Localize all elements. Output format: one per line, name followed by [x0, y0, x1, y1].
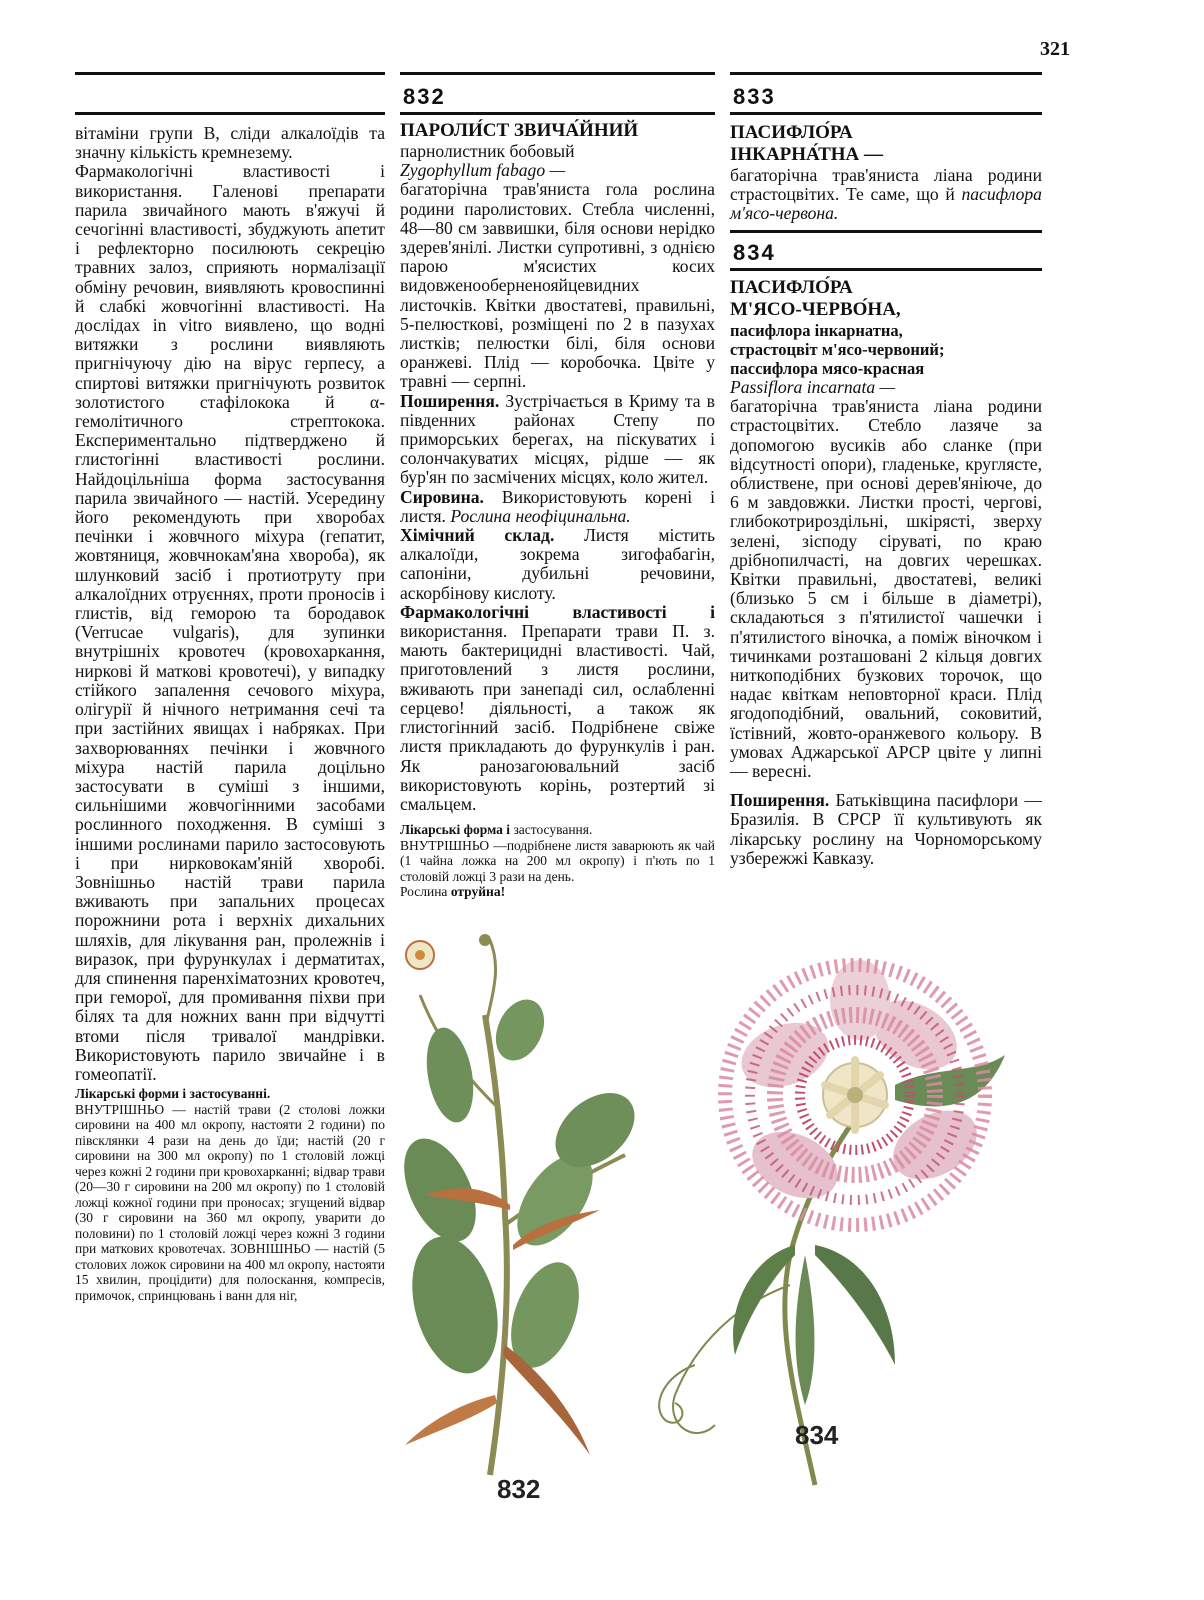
chem-text-832: Листя містить алкалоїди, зокрема зигофабагін, сапоніни, дубильні речовини, аскорбінову кислоту. [400, 525, 715, 603]
figure-label-834: 834 [795, 1420, 839, 1450]
col1-forms-title: Лікарські форми і застосуванні. [75, 1086, 271, 1102]
figure-label-832: 832 [497, 1474, 541, 1504]
column-3-833 [730, 122, 1042, 224]
title-833-line2: ІНКАРНА́ТНА — [730, 144, 884, 165]
poison-832 [400, 884, 715, 900]
column-3-834 [730, 277, 1042, 868]
raw-832 [400, 488, 715, 526]
desc-833-text: багаторічна трав'яниста ліана родини страстоцвітих. Те саме, що й [730, 165, 1042, 205]
plant-illustration [395, 925, 1055, 1525]
title-833-line1: ПАСИФЛО́РА [730, 122, 853, 143]
rule-col1-under [75, 112, 385, 115]
spread-label-832: Поширення. [400, 390, 500, 411]
rule-col3-top [730, 72, 1042, 75]
spread-text-832: Зустрічається в Криму та в південних районах Степу по приморських берегах, на піскуватих і солончакуватих місцях, рідше — як бур'ян по засмічених місцях, коло жител. [400, 390, 715, 488]
spread-834 [730, 791, 1042, 868]
forms-label-832: Лікарські форма і [400, 822, 511, 838]
poison-pre-832: Рослина [400, 884, 448, 900]
latin-832: Zygophyllum fabago — [400, 160, 566, 181]
latin-834: Passiflora incarnata — [730, 377, 896, 397]
col1-forms [75, 1086, 385, 1303]
col1-paragraph-2: Фармакологічні властивості і використання. Галенові препарати парила звичайного мають в'яжучі й сечогінні властивості, збуджують апетит і рефлекторно посилюють секрецію травних залоз, сприяють нормалізації обміну речовин, виявляють кровоспинні й слабкі жовчогінні властивості. На дослідах in vitro виявлено, що водні витяжки з рослини виявляють пригнічуючу дію на вірус герпесу, а спиртові витяжки пригнічують розвиток золотистого стафілокока й α-гемолітичного стрептокока. Експериментально підтверджено й глистогінні властивості рослини. Найдоцільніша форма застосування парила звичайного — настій. Усередину його рекомендують при хворобах печінки і жовчного міхура (гепатит, жовтяниця, жовчнокам'яна хвороба), як шлунковий засіб і протиотруту при алкалоїдних отруєннях, проти проносів і глистів, від геморою та бородавок (Verrucae vulgaris), для зупинки внутрішніх кровотеч (кровохаркання, ниркові й маткові кровотечі), у випадку стійкого запалення сечового міхура, олігурії й нічного нетримання сечі та при застійних явищах і набряках. При захворюваннях печінки і жовчного міхура настій парила доцільно застосувати в суміші з іншими, сильнішими жовчогінними засобами рослинного походження. В суміші з іншими рослинами парило застосовують і при нирковокам'яній хворобі. Зовнішньо настій трави парила вживають при запальних процесах порожнини рота і верхніх дихальних шляхів, для лікування ран, пролежнів і виразок, при фурункулах і дерматитах, для спинення паренхіматозних кровотеч, при геморої, для промивання піхви при білях та для ножних ванн при відчутті втоми після тривалої мандрівки. Використовують парило звичайне і в гомеопатії. [75, 161, 385, 1084]
pharm-text-832: використання. Препарати трави П. з. мають бактерицидні властивості. Чай, приготовлений з листя рослини, вживають при занепаді сил, ослабленні серцево! діяльності, а також як глистогінний засіб. Подрібнене свіже листя прикладають до фурункулів і ран. Як ранозагоювальний засіб використовують корінь, розтертий зі смальцем. [400, 621, 715, 814]
zygophyllum-drawing [395, 934, 649, 1475]
raw-text-832: Використовують корені і листя. [400, 486, 715, 526]
desc-832: багаторічна трав'яниста гола рослина родини паролистових. Стебла численні, 48—80 см заввишки, біля основи нерідко здерев'янілі. Листки супротивні, з однією парою м'ясистих косих видовженооберненояйцевидних листочків. Квітки двостатеві, правильні, 5-пелюсткові, розміщені по 2 в пазухах листків; пелюстки білі, біля основи оранжеві. Плід — коробочка. Цвіте у травні — серпні. [400, 179, 715, 392]
title-834-line2: М'ЯСО-ЧЕРВО́НА, [730, 299, 901, 320]
synonym-832: парнолистник бобовый [400, 141, 575, 161]
rule-833-under [730, 112, 1042, 115]
synonym-834-3: пассифлора мясо-красная [730, 359, 925, 378]
pharm-832 [400, 603, 715, 814]
section-number-832: 832 [403, 84, 446, 109]
column-2 [400, 120, 715, 900]
forms-832 [400, 822, 715, 900]
synonym-834-1: пасифлора інкарнатна, [730, 321, 903, 340]
rule-832-under [400, 112, 715, 115]
section-number-833: 833 [733, 84, 776, 109]
spread-text-834: Батьківщина пасифлори — Бразилія. В СРСР її культивують як лікарську рослину на Чорноморському узбережжі Кавказу. [730, 790, 1042, 868]
chem-832 [400, 526, 715, 603]
section-number-834: 834 [733, 240, 776, 265]
raw-label-832: Сировина. [400, 486, 484, 507]
page-number: 321 [1040, 38, 1070, 60]
synonym-834-2: страстоцвіт м'ясо-червоний; [730, 340, 945, 359]
title-832: ПАРОЛИ́СТ ЗВИЧА́ЙНИЙ [400, 120, 639, 141]
column-1 [75, 124, 385, 1303]
forms-text-832: ВНУТРІШНЬО —подрібнене листя заварюють як чай (1 чайна ложка на 200 мл окропу) і п'ють по 1 столовій ложці 3 рази на день. [400, 837, 715, 884]
col1-forms-text: ВНУТРІШНЬО — настій трави (2 столові ложки сировини на 400 мл окропу, настояти 2 години) по півсклянки 4 рази на день до їди; настій (20 г сировини на 300 мл окропу) по 1 столовій ложці через кожні 2 години при кровохарканні; відвар трави (20—30 г сировини на 200 мл окропу) по 1 столовій ложці кожної години при проносах; згущений відвар (30 г сировини на 360 мл окропу, уварити до половини) по 1 столовій ложці через кожні 3 години при маткових кровотечах. ЗОВНІШНЬО — настій (5 столових ложок сировини на 400 мл окропу, настояти 15 хвилин, процідити) для полоскання, компресів, примочок, спринцювань і ванн для ніг, [75, 1101, 385, 1303]
desc-833 [730, 166, 1042, 224]
rule-834-top [730, 230, 1042, 233]
forms-label2-832: застосування. [513, 822, 593, 838]
rule-834-under [730, 268, 1042, 271]
raw-note-832: Рослина неофіцинальна. [450, 505, 631, 526]
chem-label-832: Хімічний склад. [400, 525, 555, 546]
desc-834: багаторічна трав'яниста ліана родини страстоцвітих. Стебло лазяче за допомогою вусиків або сланке (при відсутності опори), гладеньке, кругляcте, облиственe, при основі дерев'яніюче, до 6 м завдовжки. Листки прості, чергові, глибокотрироздільні, шкірясті, зверху зелені, зісподу сіруваті, по краю дрібнопилчасті, на довгих черешках. Квітки правильні, двостатеві, великі (близько 5 см і більше в діаметрі), складаються з п'ятилистої чашечки і п'ятилистого віночка, а поміж віночком і тичинками розташовані 2 кільця довгих ниткоподібних бузкових торочок, що надає квіткам неповторної краси. Плід ягодоподібний, овальний, соковитий, їстівний, жовто-оранжевого кольору. В умовах Аджарської АРСР цвіте у липні — вересні. [730, 396, 1042, 782]
passiflora-drawing [659, 960, 1005, 1485]
poison-word-832: отруйна! [450, 884, 506, 900]
spread-832 [400, 392, 715, 488]
title-834-line1: ПАСИФЛО́РА [730, 277, 853, 298]
rule-col1-top [75, 72, 385, 75]
spread-label-834: Поширення. [730, 790, 830, 811]
rule-col2-top [400, 72, 715, 75]
col1-paragraph-1: вітаміни групи В, сліди алкалоїдів та значну кількість кремнезему. [75, 123, 385, 163]
desc-833-italic: пасифлора м'ясо-червона. [730, 184, 1042, 224]
pharm-label-832: Фармакологічні властивості і [400, 601, 715, 622]
